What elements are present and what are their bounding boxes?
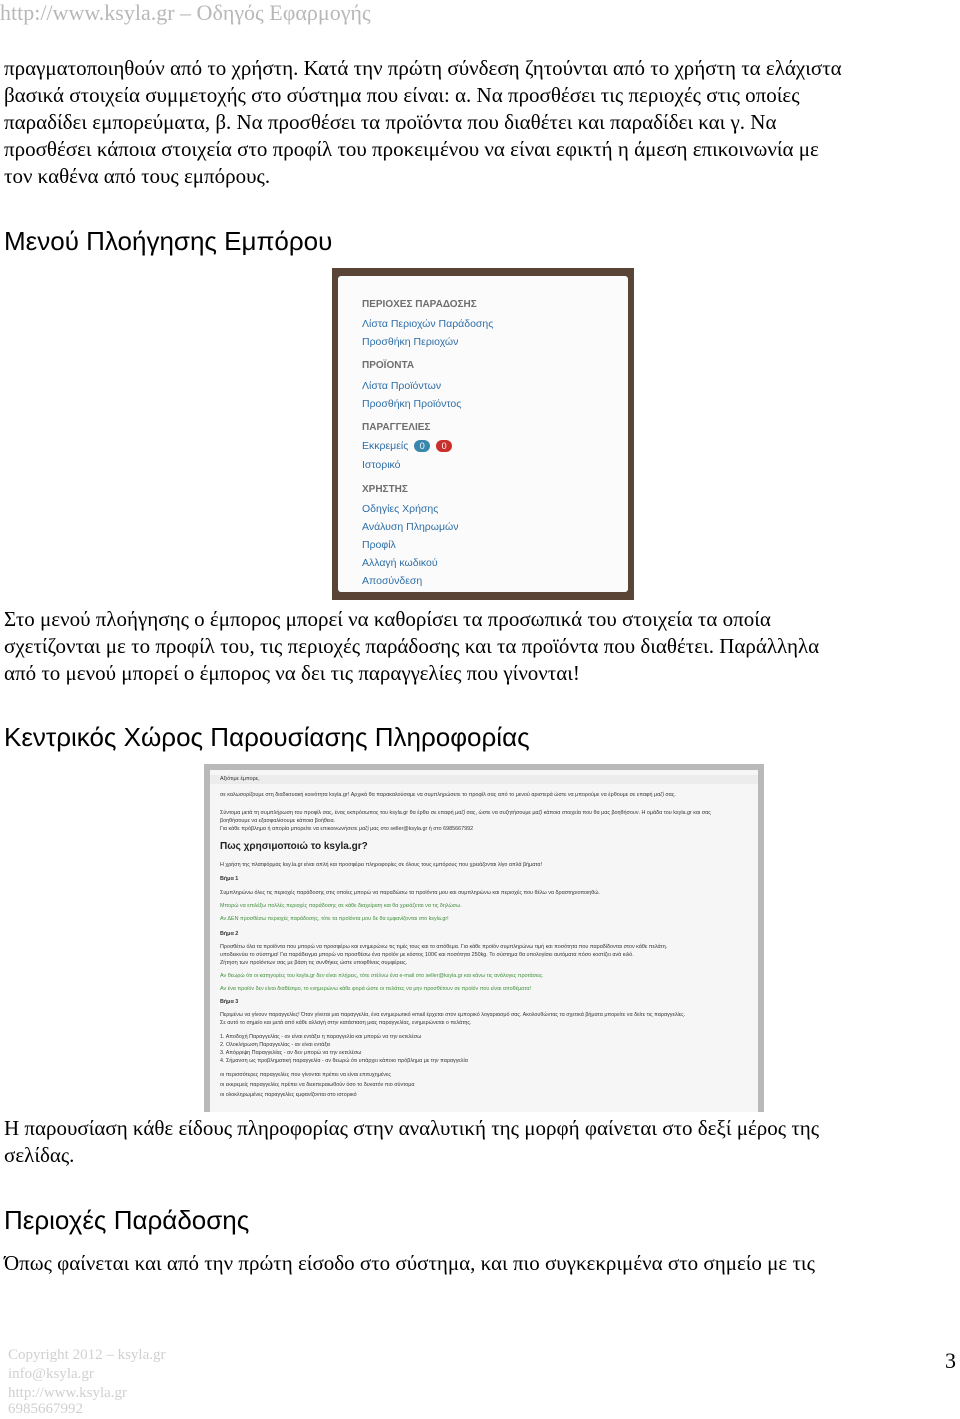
content-line: Αξιότιμε έμπορε, (220, 776, 260, 782)
footer-copyright: Copyright 2012 – ksyla.gr (8, 1347, 166, 1363)
intro-line-5: τον καθένα από τους εμπόρους. (4, 164, 271, 188)
content-line: 1. Αποδοχή Παραγγελίας - αν είναι εντάξει η παραγγελία και μπορώ να την εκτελέσω (220, 1034, 422, 1040)
content-line-green: Αν ένα προϊόν δεν είναι διαθέσιμο, το ενημερώνω κάθε φορά ώστε οι πελάτες να μην προσθέτουν σε προϊόν που είναι αποθέματα! (220, 986, 531, 992)
menu-section-user: ΧΡΗΣΤΗΣ (362, 484, 408, 495)
footer-phone: 6985667992 (8, 1401, 83, 1417)
section-heading-menu: Μενού Πλοήγησης Εμπόρου (4, 226, 333, 256)
content-line: Σε αυτό το σημείο και μετά από κάθε αλλαγή στην κατάσταση μιας παραγγελίας, ενημερώνεται ο πελάτης. (220, 1020, 472, 1026)
menu-link-user-guide[interactable]: Οδηγίες Χρήσης (362, 503, 439, 515)
content-line: 3. Απόρριψη Παραγγελίας - αν δεν μπορώ να την εκτελέσω (220, 1050, 362, 1056)
content-line: Προσθέτω όλα τα προϊόντα που μπορώ να προσφέρω και ενημερώνω τις τιμές τους και το απόθεμα. Για κάθε προϊόν συμπληρώνω τιμή και ποσότητα που παραδίδονται στον κάθε πελάτη. (220, 944, 668, 950)
menu-link-delivery-list[interactable]: Λίστα Περιοχών Παράδοσης (362, 318, 494, 330)
menu-link-products-list[interactable]: Λίστα Προϊόντων (362, 380, 442, 392)
content-description-line-2: σελίδας. (4, 1143, 75, 1167)
delivery-text: Όπως φαίνεται και από την πρώτη είσοδο στο σύστημα, και πιο συγκεκριμένα στο σημείο με τις (4, 1251, 815, 1275)
menu-link-payments[interactable]: Ανάλυση Πληρωμών (362, 521, 459, 533)
footer-email[interactable]: info@ksyla.gr (8, 1366, 94, 1382)
menu-description-line-3: από το μενού μπορεί ο έμπορος να δει τις παραγγελίες που γίνονται! (4, 661, 580, 685)
pending-alert-badge: 0 (436, 440, 452, 452)
menu-link-logout[interactable]: Αποσύνδεση (362, 575, 423, 587)
content-line-green: Αν θεωρώ ότι οι κατηγορίες του ksyla.gr δεν είναι πλήρεις, τότε στέλνω ένα e-mail στο seller@ksyla.gr και κάνω τις ανάλογες προτάσεις. (220, 973, 544, 979)
section-heading-delivery: Περιοχές Παράδοσης (4, 1205, 250, 1235)
content-line: Σύντομα μετά τη συμπλήρωση του προφίλ σας, ένας εκπρόσωπος του ksyla.gr θα έρθει σε επαφή μαζί σας, ώστε να συζητήσουμε μαζί κάποια στοιχεία που θα μας βοηθήσουν. Η ομάδα του ksyla.gr και σας (220, 810, 711, 816)
intro-line-4: προσθέσει κάποια στοιχεία στο προφίλ του προκειμένου να είναι εφικτή η άμεση επικοινωνία με (4, 137, 819, 161)
content-line: Ζήτηση των προϊόντων σας με βάση τις συνθήκες ώστε υποφθίνεις συμφέρεις. (220, 960, 408, 966)
page-header: http://www.ksyla.gr – Οδηγός Εφαρμογής (0, 0, 371, 25)
content-line-green: Μπορώ να επιλέξω πολλές περιοχές παράδοσης σε κάθε διαχείριση και θα χρειάζεται να τις δηλώσω. (220, 903, 462, 909)
content-description-line-1: Η παρουσίαση κάθε είδους πληροφορίας στην αναλυτική της μορφή φαίνεται στο δεξί μέρος της (4, 1116, 820, 1140)
content-title: Πως χρησιμοποιώ το ksyla.gr? (220, 841, 368, 852)
intro-line-1: πραγματοποιηθούν από το χρήστη. Κατά την πρώτη σύνδεση ζητούνται από το χρήστη τα ελάχιστα (4, 56, 842, 80)
content-line: Συμπληρώνω όλες τις περιοχές παράδοσης στις οποίες μπορώ να παραδώσω τα προϊόντα μου και συμπληρώνω και περιοχές που θέλω να δραστηριοποιηθώ. (220, 890, 600, 896)
content-line: οι περισσότερες παραγγελίες που γίνονται πρέπει να είναι επιτυχημένες (220, 1072, 391, 1078)
content-line: οι εκκρεμείς παραγγελίες πρέπει να διεκπεραιωθούν όσο το δυνατόν πιο σύντομα (220, 1082, 415, 1088)
content-line: Η χρήση της πλατφόρμας ksy.la.gr είναι απλή και προσφέρει πληροφορίες σε όλους τους εμπόρους που χρειάζονται λίγο απλά βήματα! (220, 862, 542, 868)
intro-line-3: παραδίδει εμπορεύματα, β. Να προσθέσει τα προϊόντα που διαθέτει και παραδίδει και γ. Να (4, 110, 777, 134)
merchant-menu (338, 276, 628, 592)
menu-link-change-password[interactable]: Αλλαγή κωδικού (362, 557, 438, 569)
menu-link-delivery-add[interactable]: Προσθήκη Περιοχών (362, 336, 459, 348)
menu-description-line-2: σχετίζονται με το προφίλ του, τις περιοχές παράδοσης και τα προϊόντα που διαθέτει. Παράλληλα (4, 634, 820, 658)
menu-link-products-add[interactable]: Προσθήκη Προϊόντος (362, 398, 462, 410)
content-line: βοηθήσουμε να εξασφαλίσουμε κάποια βοήθεια. (220, 818, 336, 824)
content-line: σε καλωσορίζουμε στη διαδικτυακή κοινότητα ksyla.gr! Αρχικά θα παρακαλούσαμε να συμπληρώσετε το προφίλ σας από το μενού αριστερά ώστε να μπορούμε να έρθουμε σε επαφή μαζί σας. (220, 792, 676, 798)
content-line: υποδεικνύει το σύστημα! Για παράδειγμα μπορώ να προσθέσω ένα προϊόν με κόστος 100€ και ποσότητα 250kg. Το σύστημα θα υπολογίσει αυτόματα πόσο κοστίζει ανά κιλό. (220, 952, 634, 958)
menu-link-orders-pending-label: Εκκρεμείς (362, 440, 409, 452)
menu-link-orders-pending[interactable] (362, 440, 452, 452)
menu-link-profile[interactable]: Προφίλ (362, 539, 396, 551)
content-line-green: Αν ΔΕΝ προσθέσω περιοχές παράδοσης, τότε τα προϊόντα μου δε θα εμφανίζονται στο ksyla.gr! (220, 916, 449, 922)
footer-url[interactable]: http://www.ksyla.gr (8, 1385, 128, 1401)
pending-count-badge: 0 (414, 440, 430, 452)
intro-line-2: βασικά στοιχεία συμμετοχής στο σύστημα που είναι: α. Να προσθέσει τις περιοχές στις οποίες (4, 83, 800, 107)
merchant-menu-screenshot (332, 268, 634, 600)
content-line: 4. Σήμανση ως προβληματική παραγγελία - αν θεωρώ ότι υπάρχει κάποιο πρόβλημα με την παραγγελία (220, 1058, 468, 1064)
content-line: οι ολοκληρωμένες παραγγελίες εμφανίζονται στο ιστορικό (220, 1092, 357, 1098)
content-area-screenshot (204, 764, 764, 1112)
content-line: Για κάθε πρόβλημα ή απορία μπορείτε να επικοινωνήσετε μαζί μας στο seller@ksyla.gr ή στο 6985667992 (220, 826, 474, 832)
content-area (210, 770, 758, 1112)
content-step-3: Βήμα 3 (220, 999, 239, 1005)
section-heading-content: Κεντρικός Χώρος Παρουσίασης Πληροφορίας (4, 722, 530, 752)
content-step-2: Βήμα 2 (220, 931, 239, 937)
menu-description-line-1: Στο μενού πλοήγησης ο έμπορος μπορεί να καθορίσει τα προσωπικά του στοιχεία τα οποία (4, 607, 771, 631)
menu-link-orders-history[interactable]: Ιστορικό (362, 459, 401, 471)
content-line: Περιμένω να γίνουν παραγγελίες! Όταν γίνεται μια παραγγελία, ένα ενημερωτικό email έρχεται στον εμπορικό λογαριασμό σας. Ακολουθώντας τα σχετικά βήματα μπορείτε να δείτε τις παραγγελίες. (220, 1012, 686, 1018)
menu-section-products: ΠΡΟΪΟΝΤΑ (362, 360, 415, 371)
page-number: 3 (945, 1348, 956, 1373)
menu-section-delivery: ΠΕΡΙΟΧΕΣ ΠΑΡΑΔΟΣΗΣ (362, 299, 477, 310)
content-line: 2. Ολοκλήρωση Παραγγελίας - αν είναι εντάξει (220, 1042, 331, 1048)
content-step-1: Βήμα 1 (220, 876, 239, 882)
menu-section-orders: ΠΑΡΑΓΓΕΛΙΕΣ (362, 422, 431, 433)
